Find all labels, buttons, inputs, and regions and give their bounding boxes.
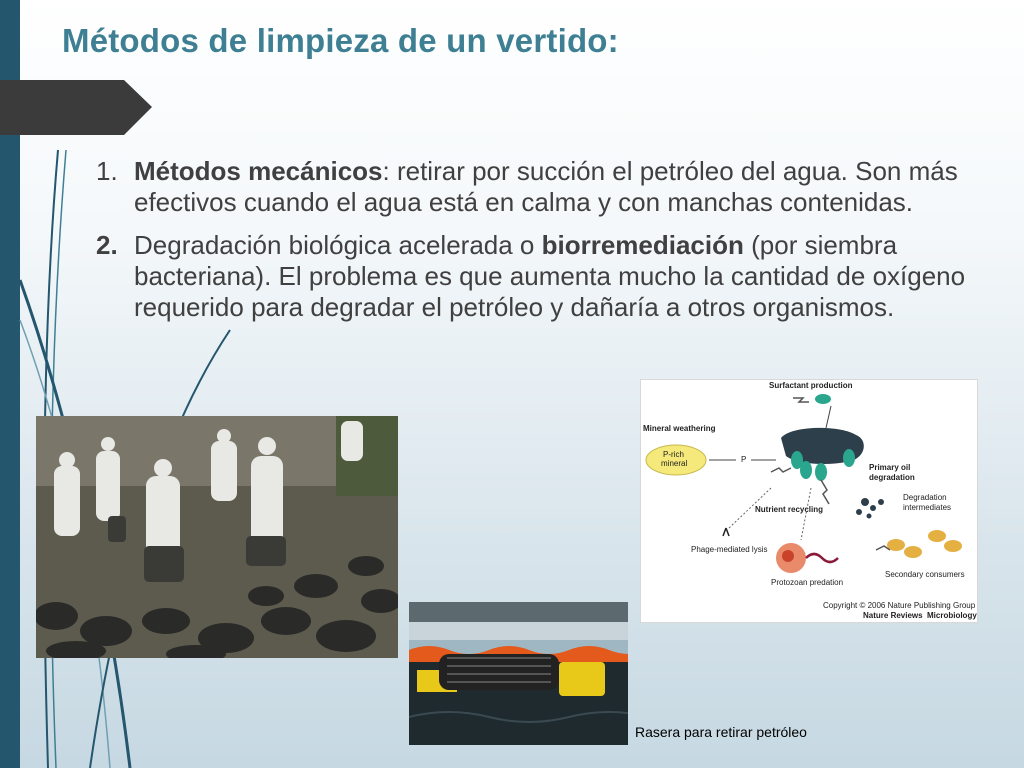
list-item-bioremediation [96, 230, 1001, 323]
item-bold-term: Métodos mecánicos [134, 156, 383, 186]
slide-title: Métodos de limpieza de un vertido: [62, 22, 619, 59]
diagram-label-p: P [741, 455, 747, 464]
diagram-journal-section: Microbiology [927, 611, 977, 620]
diagram-journal: Nature Reviews [863, 611, 923, 620]
diagram-label-degradation-2: intermediates [903, 503, 952, 512]
diagram-label-nutrient: Nutrient recycling [755, 505, 824, 514]
bullet-list [96, 156, 1001, 335]
item-text: : retirar por succión el petróleo del agua. Son más efectivos cuando el agua está en calma y con manchas contenidas. [134, 156, 958, 217]
diagram-label-phage: Phage-mediated lysis [691, 545, 768, 554]
diagram-label-surfactant: Surfactant production [769, 381, 853, 390]
skimmer-photo-illustration [409, 602, 628, 745]
diagram-label-mineral: Mineral weathering [643, 424, 716, 433]
diagram-label-primary-2: degradation [869, 473, 915, 482]
item-bold-term: biorremediación [541, 230, 744, 260]
diagram-label-prich: P-rich [663, 450, 684, 459]
biodegradation-diagram [640, 379, 978, 623]
item-text-before: Degradación biológica acelerada o [134, 230, 542, 260]
diagram-label-primary-1: Primary oil [869, 463, 911, 472]
diagram-copyright: Copyright © 2006 Nature Publishing Group [823, 601, 976, 610]
arrow-banner-shape [0, 80, 152, 135]
biodegradation-diagram-illustration [641, 380, 977, 622]
diagram-label-mineral-word: mineral [661, 459, 688, 468]
item-number: 2. [96, 230, 118, 260]
workers-photo-illustration [36, 416, 398, 658]
skimmer-caption: Rasera para retirar petróleo [635, 724, 807, 740]
diagram-label-protozoan: Protozoan predation [771, 578, 844, 587]
oil-skimmer-photo [409, 602, 628, 745]
oil-cleanup-workers-photo [36, 416, 398, 658]
diagram-label-degradation-1: Degradation [903, 493, 947, 502]
list-item-mechanical-methods [96, 156, 1001, 218]
item-number: 1. [96, 156, 118, 186]
item-text-after: (por siembra bacteriana). El problema es que aumenta mucho la cantidad de oxígeno requerido para degradar el petróleo y dañaría a otros organismos. [134, 230, 966, 322]
diagram-label-secondary: Secondary consumers [885, 570, 965, 579]
